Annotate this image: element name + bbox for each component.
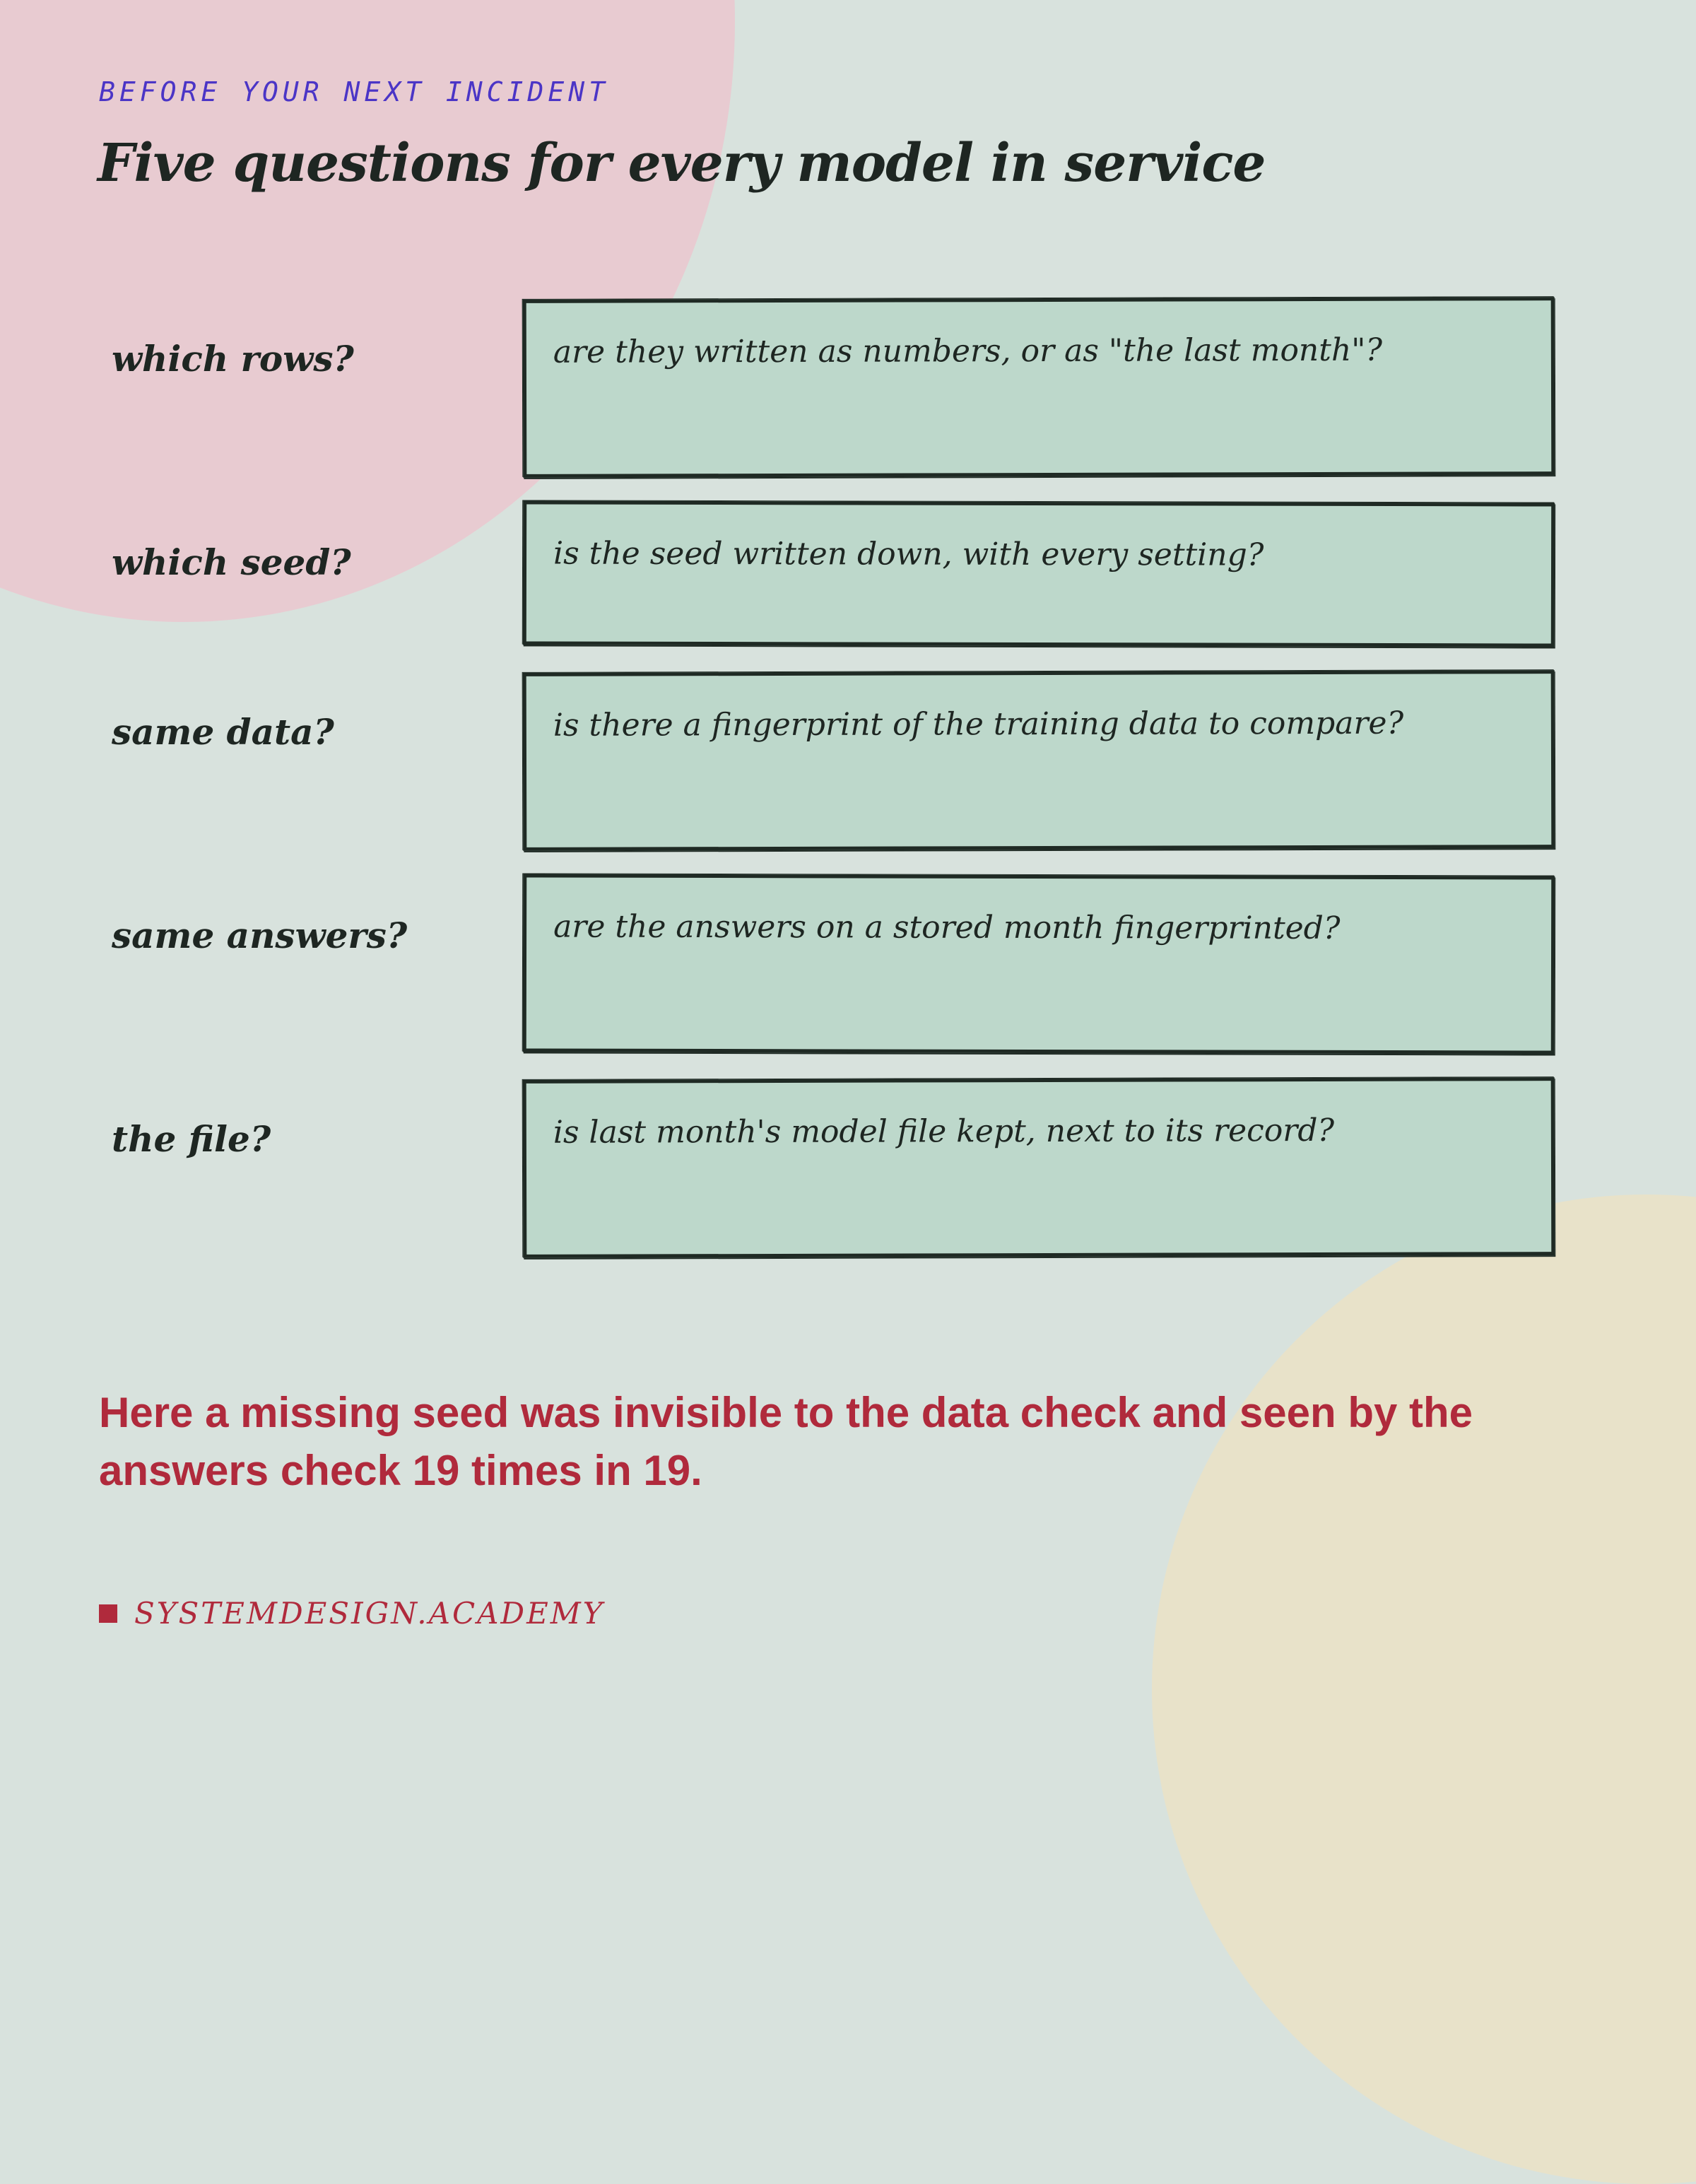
page-title: Five questions for every model in service <box>98 133 1266 194</box>
footer-brand: SYSTEMDESIGN.ACADEMY <box>134 1596 605 1631</box>
question-text: are the answers on a stored month fingerprinted? <box>553 908 1341 946</box>
question-text: is last month's model file kept, next to its record? <box>553 1112 1335 1151</box>
eyebrow-label: BEFORE YOUR NEXT INCIDENT <box>99 76 609 107</box>
row-label-which-rows: which rows? <box>112 338 354 380</box>
row-label-which-seed: which seed? <box>112 541 351 583</box>
cream-background-blob <box>1152 1194 1696 2184</box>
question-text: are they written as numbers, or as "the last month"? <box>553 331 1383 370</box>
question-card-which-rows <box>523 297 1555 478</box>
question-card-the-file <box>523 1077 1555 1258</box>
row-label-same-data: same data? <box>112 711 334 753</box>
row-label-same-answers: same answers? <box>112 915 408 956</box>
question-text: is the seed written down, with every setting? <box>553 535 1264 573</box>
row-label-the-file: the file? <box>112 1118 271 1160</box>
question-card-same-answers <box>523 874 1555 1054</box>
conclusion-text: Here a missing seed was invisible to the data check and seen by the answers check 19 times in 19. <box>99 1389 1473 1494</box>
footer <box>99 1596 604 1631</box>
question-text: is there a fingerprint of the training data to compare? <box>553 705 1404 744</box>
question-card-which-seed <box>523 500 1555 647</box>
question-card-same-data <box>523 670 1555 851</box>
brand-square-icon <box>99 1604 117 1623</box>
